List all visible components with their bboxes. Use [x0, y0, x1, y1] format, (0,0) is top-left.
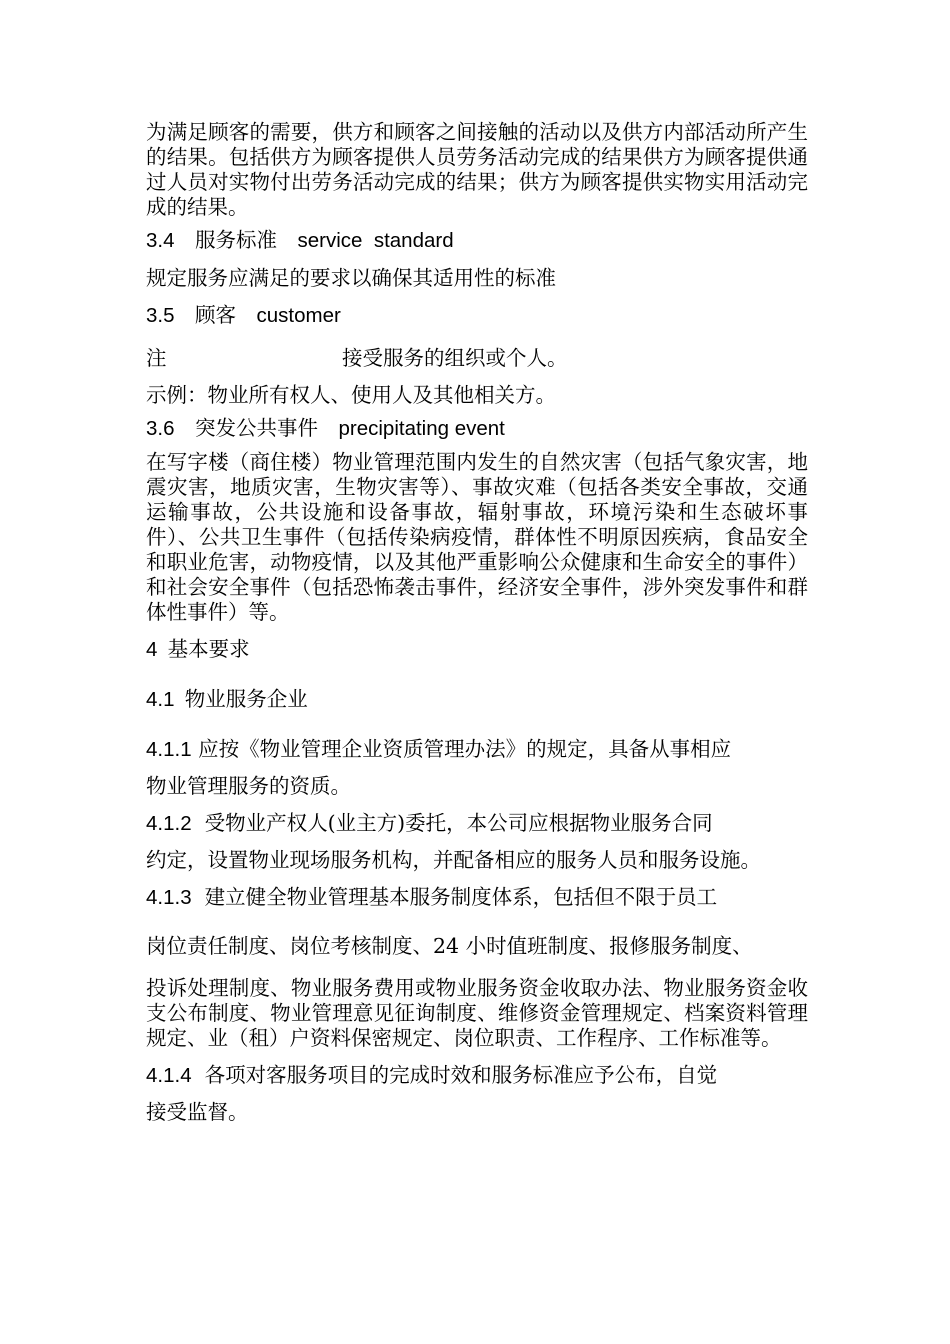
- clause-text-paragraph: 约定，设置物业现场服务机构，并配备相应的服务人员和服务设施。: [146, 848, 761, 872]
- clause-4-1-2: [146, 811, 808, 873]
- section-3-4-heading: [146, 228, 808, 254]
- section-number: 4.1: [146, 688, 175, 711]
- clause-text-paragraph: 投诉处理制度、物业服务费用或物业服务资金收取办法、物业服务资金收支公布制度、物业管理意见征询制度、维修资金管理规定、档案资料管理规定、业（租）户资料保密规定、岗位职责、工作程序、工作标准等。: [146, 976, 808, 1050]
- section-title-zh: 服务标准: [195, 228, 277, 252]
- clause-4-1-4: [146, 1063, 808, 1125]
- section-number: 3.5: [146, 304, 175, 327]
- section-title-en: customer: [256, 304, 341, 327]
- section-4-1-heading: [146, 687, 808, 713]
- clause-number: 4.1.1: [146, 738, 192, 761]
- clause-text-line: 各项对客服务项目的完成时效和服务标准应予公布，自觉: [204, 1063, 718, 1087]
- section-3-4-definition: 规定服务应满足的要求以确保其适用性的标准: [146, 266, 556, 290]
- section-number: 3.4: [146, 229, 175, 252]
- section-3-6-definition: 在写字楼（商住楼）物业管理范围内发生的自然灾害（包括气象灾害，地震灾害，地质灾害，生物灾害等）、事故灾难（包括各类安全事故，交通运输事故，公共设施和设备事故，辐射事故，环境污染和生态破坏事件）、公共卫生事件（包括传染病疫情，群体性不明原因疾病，食品安全和职业危害，动物疫情，以及其他严重影响公众健康和生命安全的事件）和社会安全事件（包括恐怖袭击事件，经济安全事件，涉外突发事件和群体性事件）等。: [146, 450, 808, 624]
- clause-4-1-3: [146, 885, 808, 1051]
- example-text: 示例：物业所有权人、使用人及其他相关方。: [146, 383, 556, 407]
- clause-text-line: 岗位责任制度、岗位考核制度、24 小时值班制度、报修服务制度、: [146, 934, 753, 958]
- clause-number: 4.1.2: [146, 812, 192, 835]
- note-label: 注: [146, 346, 167, 370]
- section-title-zh: 物业服务企业: [184, 687, 308, 711]
- section-4-heading: [146, 637, 808, 663]
- section-3-6-heading: [146, 416, 808, 442]
- note-text: 接受服务的组织或个人。: [342, 346, 568, 370]
- document-page: [146, 120, 808, 1125]
- clause-number: 4.1.4: [146, 1064, 192, 1087]
- section-title-en: precipitating event: [338, 417, 505, 440]
- clause-text-line: 受物业产权人(业主方)委托，本公司应根据物业服务合同: [204, 811, 713, 835]
- service-definition-paragraph: 为满足顾客的需要，供方和顾客之间接触的活动以及供方内部活动所产生的结果。包括供方为顾客提供人员劳务活动完成的结果供方为顾客提供通过人员对实物付出劳务活动完成的结果；供方为顾客提供实物实用活动完成的结果。: [146, 120, 808, 219]
- clause-text-line: 建立健全物业管理基本服务制度体系，包括但不限于员工: [204, 885, 718, 909]
- clause-text-line: 接受监督。: [146, 1100, 249, 1124]
- clause-text-line: 应按《物业管理企业资质管理办法》的规定，具备从事相应: [198, 737, 732, 761]
- section-number: 4: [146, 638, 158, 661]
- note-row: [146, 346, 808, 371]
- section-title-zh: 基本要求: [167, 637, 250, 661]
- section-title-en: service standard: [297, 229, 454, 252]
- clause-text-line: 物业管理服务的资质。: [146, 774, 351, 798]
- section-3-5-heading: [146, 303, 808, 329]
- section-title-zh: 顾客: [195, 303, 236, 327]
- clause-number: 4.1.3: [146, 886, 192, 909]
- clause-4-1-1: [146, 737, 808, 799]
- section-title-zh: 突发公共事件: [195, 416, 318, 440]
- section-number: 3.6: [146, 417, 175, 440]
